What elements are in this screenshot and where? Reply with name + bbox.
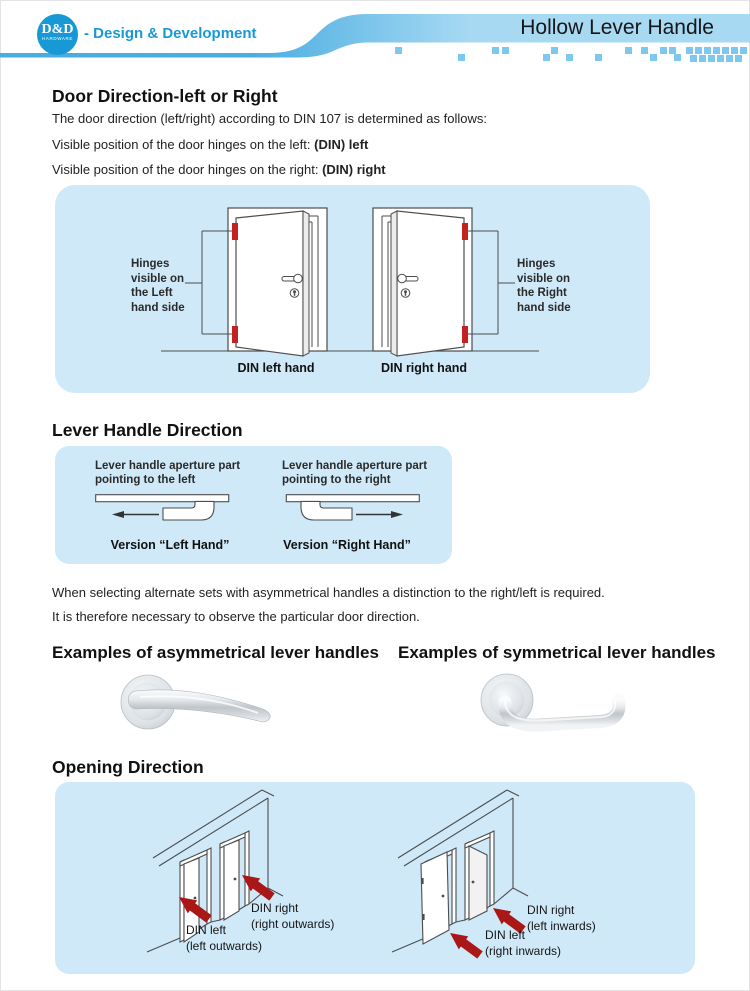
lever-right-desc: Lever handle aperture part pointing to the right (282, 460, 428, 486)
note-line-2: It is therefore necessary to observe the particular door direction. (52, 609, 420, 624)
asymmetrical-heading: Examples of asymmetrical lever handles (52, 643, 379, 662)
inwards-left-arrow (450, 933, 483, 959)
asymmetrical-handle-image (90, 666, 295, 748)
company-tagline: - Design & Development (84, 25, 257, 42)
din-left-hand-caption: DIN left hand (237, 361, 315, 375)
din-left-line: Visible position of the door hinges on the left: (DIN) left (52, 137, 369, 152)
lever-direction-panel (55, 446, 452, 564)
page-title: Hollow Lever Handle (520, 16, 714, 39)
door-direction-panel (55, 185, 650, 393)
logo-text: D&D (41, 22, 74, 37)
inwards-right-label: DIN right (left inwards) (527, 903, 596, 933)
door-direction-intro: The door direction (left/right) according to DIN 107 is determined as follows: (52, 111, 487, 126)
door-direction-heading: Door Direction-left or Right (52, 86, 278, 106)
lever-direction-heading: Lever Handle Direction (52, 420, 243, 440)
company-logo (37, 14, 78, 55)
logo-subtext: HARDWARE (42, 36, 73, 41)
opening-direction-heading: Opening Direction (52, 757, 204, 777)
version-left-caption: Version “Left Hand” (110, 538, 230, 552)
symmetrical-handle-image (455, 666, 655, 748)
din-right-line: Visible position of the door hinges on the right: (DIN) right (52, 162, 386, 177)
version-right-caption: Version “Right Hand” (283, 538, 411, 552)
inwards-left-label: DIN left (right inwards) (485, 928, 562, 958)
outwards-left-label: DIN left (left outwards) (186, 923, 263, 953)
din-right-hand-caption: DIN right hand (380, 361, 468, 375)
opening-direction-diagram (55, 782, 695, 974)
opening-direction-panel (55, 782, 695, 974)
hinges-left-note: Hinges visible on the Left hand side (131, 258, 185, 314)
hinges-right-note: Hinges visible on the Right hand side (517, 258, 571, 314)
lever-left-desc: Lever handle aperture part pointing to the left (95, 460, 241, 486)
note-line-1: When selecting alternate sets with asymmetrical handles a distinction to the right/left is required. (52, 585, 605, 600)
outwards-right-label: DIN right (right outwards) (251, 901, 335, 931)
lever-left-diagram (95, 494, 235, 524)
lever-right-diagram (280, 494, 420, 524)
symmetrical-heading: Examples of symmetrical lever handles (398, 643, 716, 662)
